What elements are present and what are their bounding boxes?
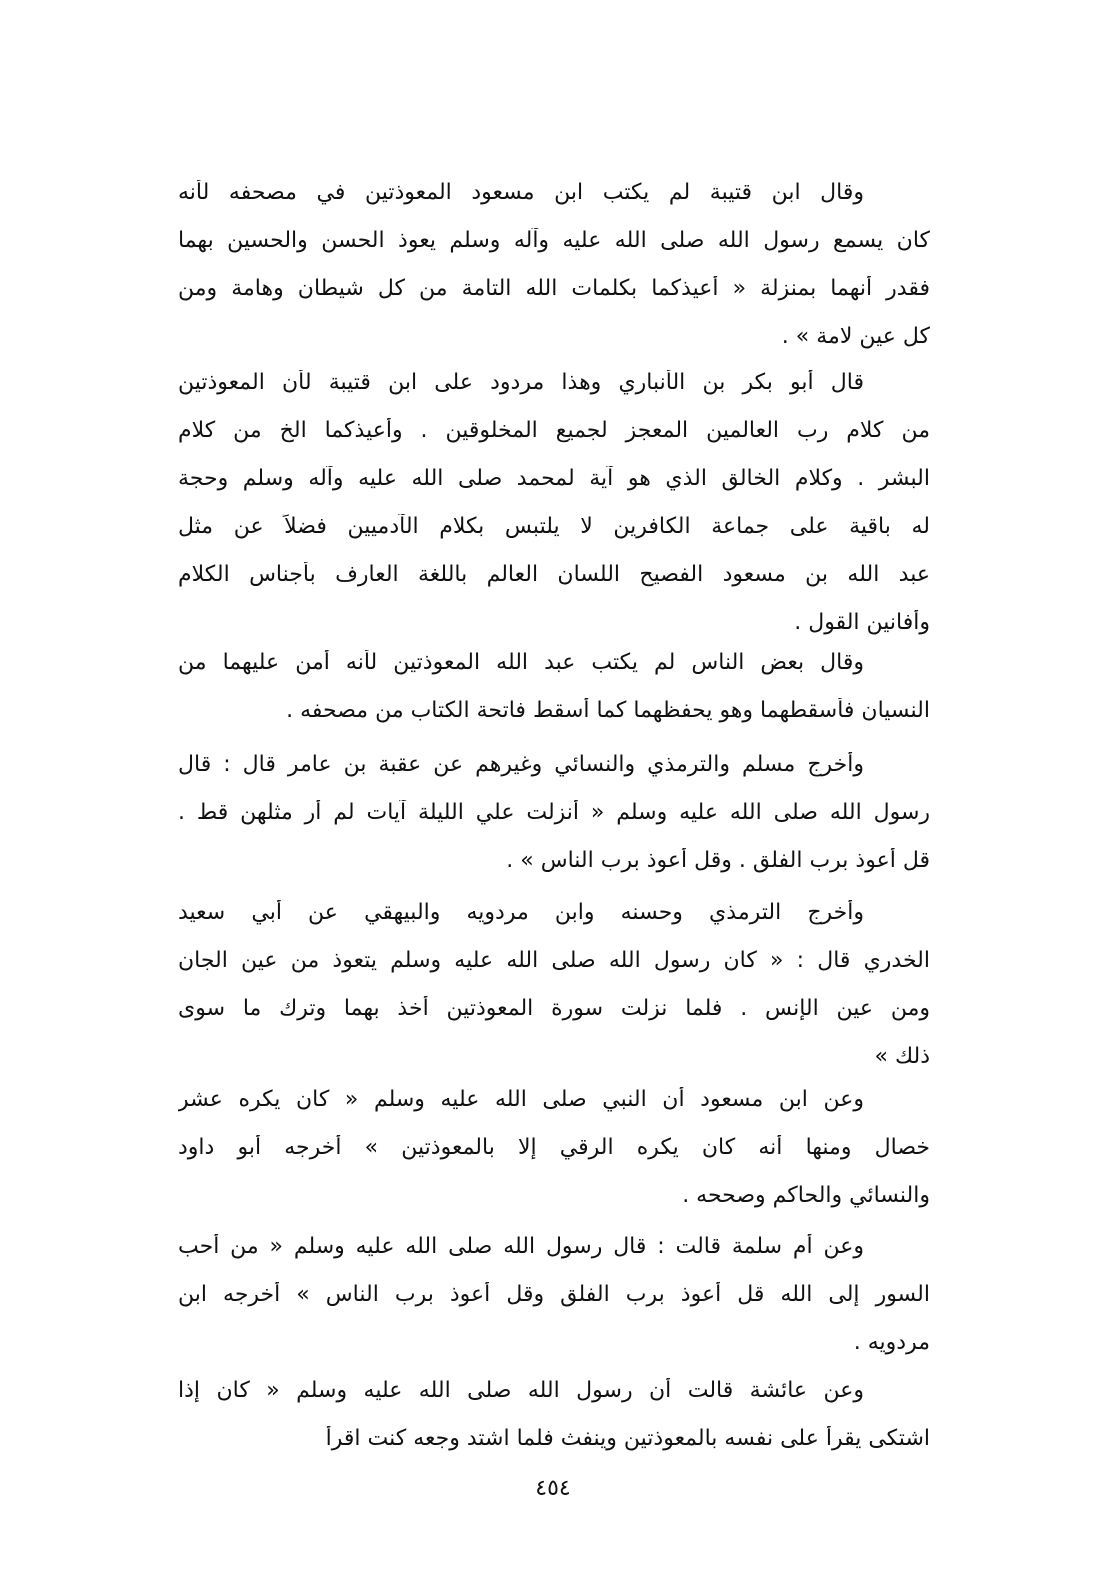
paragraph-line: وعن عائشة قالت أن رسول الله صلى الله عليه وسلم « كان إذا — [178, 1378, 864, 1403]
paragraph-line: ذلك » — [874, 1044, 930, 1069]
page-number: ٤٥٤ — [535, 1476, 571, 1501]
paragraph-line: وعن أم سلمة قالت : قال رسول الله صلى الله عليه وسلم « من أحب — [178, 1234, 864, 1259]
paragraph-line: وأخرج الترمذي وحسنه وابن مردويه والبيهقي عن أبي سعيد — [178, 900, 864, 925]
paragraph-line: فقدر أنهما بمنزلة « أعيذكما بكلمات الله التامة من كل شيطان وهامة ومن — [178, 276, 930, 301]
paragraph-line: وقال ابن قتيبة لم يكتب ابن مسعود المعوذتين في مصحفه لأنه — [178, 180, 864, 205]
paragraph-line: ومن عين الإنس . فلما نزلت سورة المعوذتين أخذ بهما وترك ما سوى — [178, 996, 930, 1021]
paragraph-line: وأفانين القول . — [794, 610, 930, 635]
paragraph-line: الخدري قال : « كان رسول الله صلى الله عليه وسلم يتعوذ من عين الجان — [178, 948, 930, 973]
paragraph-line: وعن ابن مسعود أن النبي صلى الله عليه وسلم « كان يكره عشر — [178, 1087, 864, 1112]
paragraph-line: قل أعوذ برب الفلق . وقل أعوذ برب الناس » . — [506, 848, 930, 873]
paragraph-line: كان يسمع رسول الله صلى الله عليه وآله وسلم يعوذ الحسن والحسين بهما — [178, 228, 930, 253]
paragraph-line: خصال ومنها أنه كان يكره الرقي إلا بالمعوذتين » أخرجه أبو داود — [178, 1135, 930, 1160]
paragraph-line: البشر . وكلام الخالق الذي هو آية لمحمد صلى الله عليه وآله وسلم وحجة — [178, 466, 930, 491]
paragraph-line: كل عين لامة » . — [781, 324, 930, 349]
paragraph-line: مردويه . — [853, 1330, 930, 1355]
paragraph-line: له باقية على جماعة الكافرين لا يلتبس بكلام الآدميين فضلاً عن مثل — [178, 514, 930, 539]
paragraph-line: رسول الله صلى الله عليه وسلم « أنزلت علي الليلة آيات لم أر مثلهن قط . — [178, 800, 930, 825]
paragraph-line: وقال بعض الناس لم يكتب عبد الله المعوذتين لأنه أمن عليهما من — [178, 650, 864, 675]
paragraph-line: وأخرج مسلم والترمذي والنسائي وغيرهم عن عقبة بن عامر قال : قال — [178, 752, 864, 777]
paragraph-line: والنسائي والحاكم وصححه . — [682, 1183, 930, 1208]
paragraph-line: النسيان فأسقطهما وهو يحفظهما كما أسقط فاتحة الكتاب من مصحفه . — [286, 698, 930, 723]
paragraph-line: من كلام رب العالمين المعجز لجميع المخلوقين . وأعيذكما الخ من كلام — [178, 418, 930, 443]
paragraph-line: اشتكى يقرأ على نفسه بالمعوذتين وينفث فلما اشتد وجعه كنت اقرأ — [325, 1426, 930, 1451]
paragraph-line: السور إلى الله قل أعوذ برب الفلق وقل أعوذ برب الناس » أخرجه ابن — [178, 1282, 930, 1307]
paragraph-line: عبد الله بن مسعود الفصيح اللسان العالم باللغة العارف بأجناس الكلام — [178, 562, 930, 587]
paragraph-line: قال أبو بكر بن الأنباري وهذا مردود على ابن قتيبة لأن المعوذتين — [178, 370, 864, 395]
